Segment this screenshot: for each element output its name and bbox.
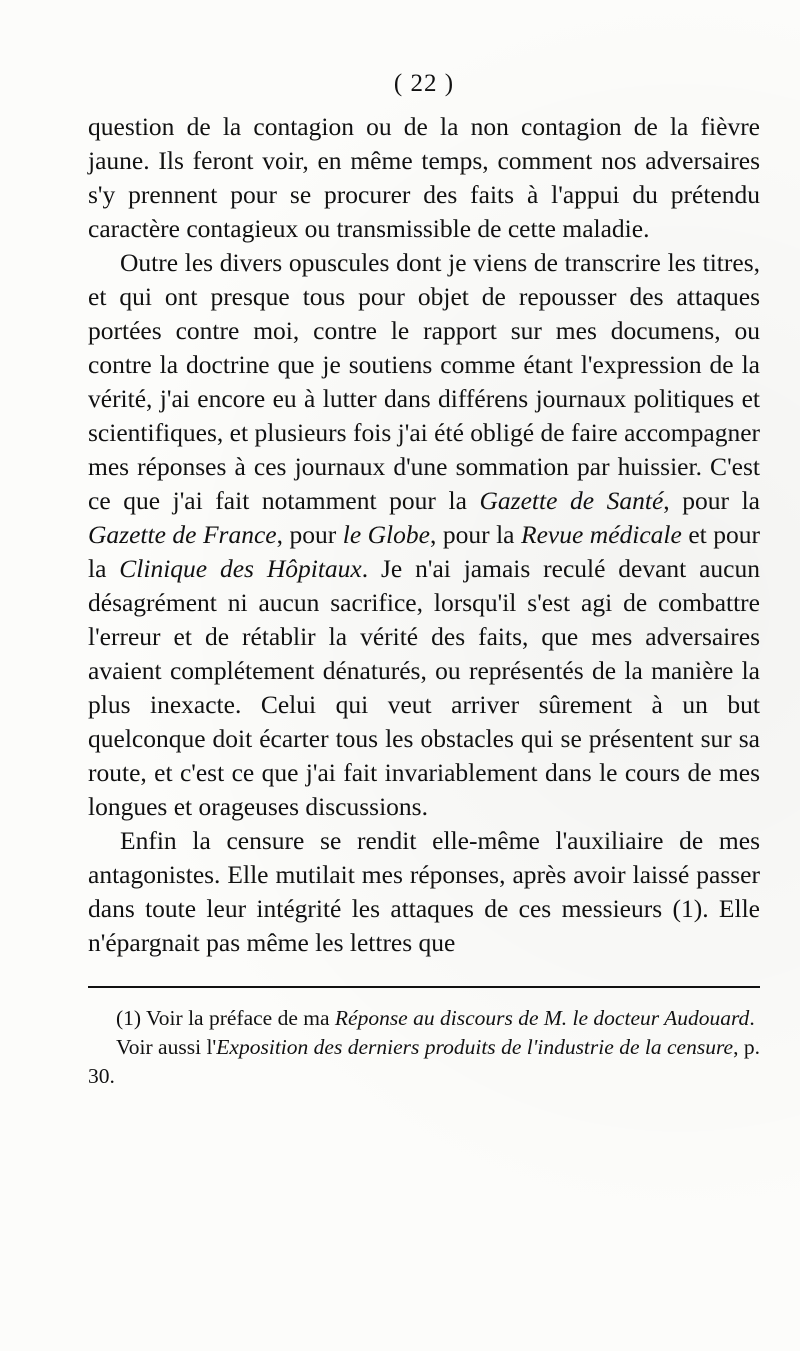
footnote-1-continued [88,1033,760,1091]
footnote-divider [88,986,760,988]
text-run: question de la contagion ou de la non contagion de la fièvre jaune. Ils feront voir, en même temps, comment nos adversaires s'y prennent pour se procurer des faits à l'appui du prétendu caractère contagieux ou transmissible de cette maladie. [88,112,760,243]
text-run: et pour la [88,520,760,583]
journal-title: Revue médicale [521,520,682,549]
journal-title: Gazette de Santé [479,486,664,515]
body-text [88,110,760,960]
journal-title: Clinique des Hôpitaux [119,554,362,583]
footnote-1 [88,1004,760,1033]
text-run: Enfin la censure se rendit elle-même l'auxiliaire de mes antagonistes. Elle mutilait mes réponses, après avoir laissé passer dans toute leur intégrité les attaques de ces messieurs (1). Elle n'épargnait pas même les lettres que [88,826,760,957]
paragraph-censure [88,824,760,960]
text-run: Voir aussi l' [116,1035,217,1059]
text-run: . Je n'ai jamais reculé devant aucun désagrément ni aucun sacrifice, lorsqu'il s'est agi de combattre l'erreur et de rétablir la vérité des faits, que mes adversaires avaient complétement dénaturés, ou représentés de la manière la plus inexacte. Celui qui veut arriver sûrement à un but quelconque doit écarter tous les obstacles qui se présentent sur sa route, et c'est ce que j'ai fait invariablement dans le cours de mes longues et orageuses discussions. [88,554,761,821]
footnotes [88,1004,760,1091]
text-run: , pour la [663,486,760,515]
text-run: (1) Voir la préface de ma [116,1006,335,1030]
paragraph-continuation [88,110,760,246]
work-title: Exposition des derniers produits de l'industrie de la censure [216,1035,734,1059]
text-run: Outre les divers opuscules dont je viens de transcrire les titres, et qui ont presque tous pour objet de repousser des attaques portées contre moi, contre le rapport sur mes documens, ou contre la doctrine que je soutiens comme étant l'expression de la vérité, j'ai encore eu à lutter dans différens journaux politiques et scientifiques, et plusieurs fois j'ai été obligé de faire accompagner mes réponses à ces journaux d'une sommation par huissier. C'est ce que j'ai fait notamment pour la [88,248,760,515]
journal-title: Gazette de France [88,520,277,549]
page-number: ( 22 ) [393,70,455,97]
text-run: . [749,1006,755,1030]
work-title: Réponse au discours de M. le docteur Audouard [334,1006,750,1030]
paragraph-opuscules [88,246,760,824]
text-run: , p. 30. [88,1035,760,1088]
text-run: , pour la [429,520,521,549]
journal-title: le Globe [342,520,430,549]
text-run: , pour [276,520,343,549]
